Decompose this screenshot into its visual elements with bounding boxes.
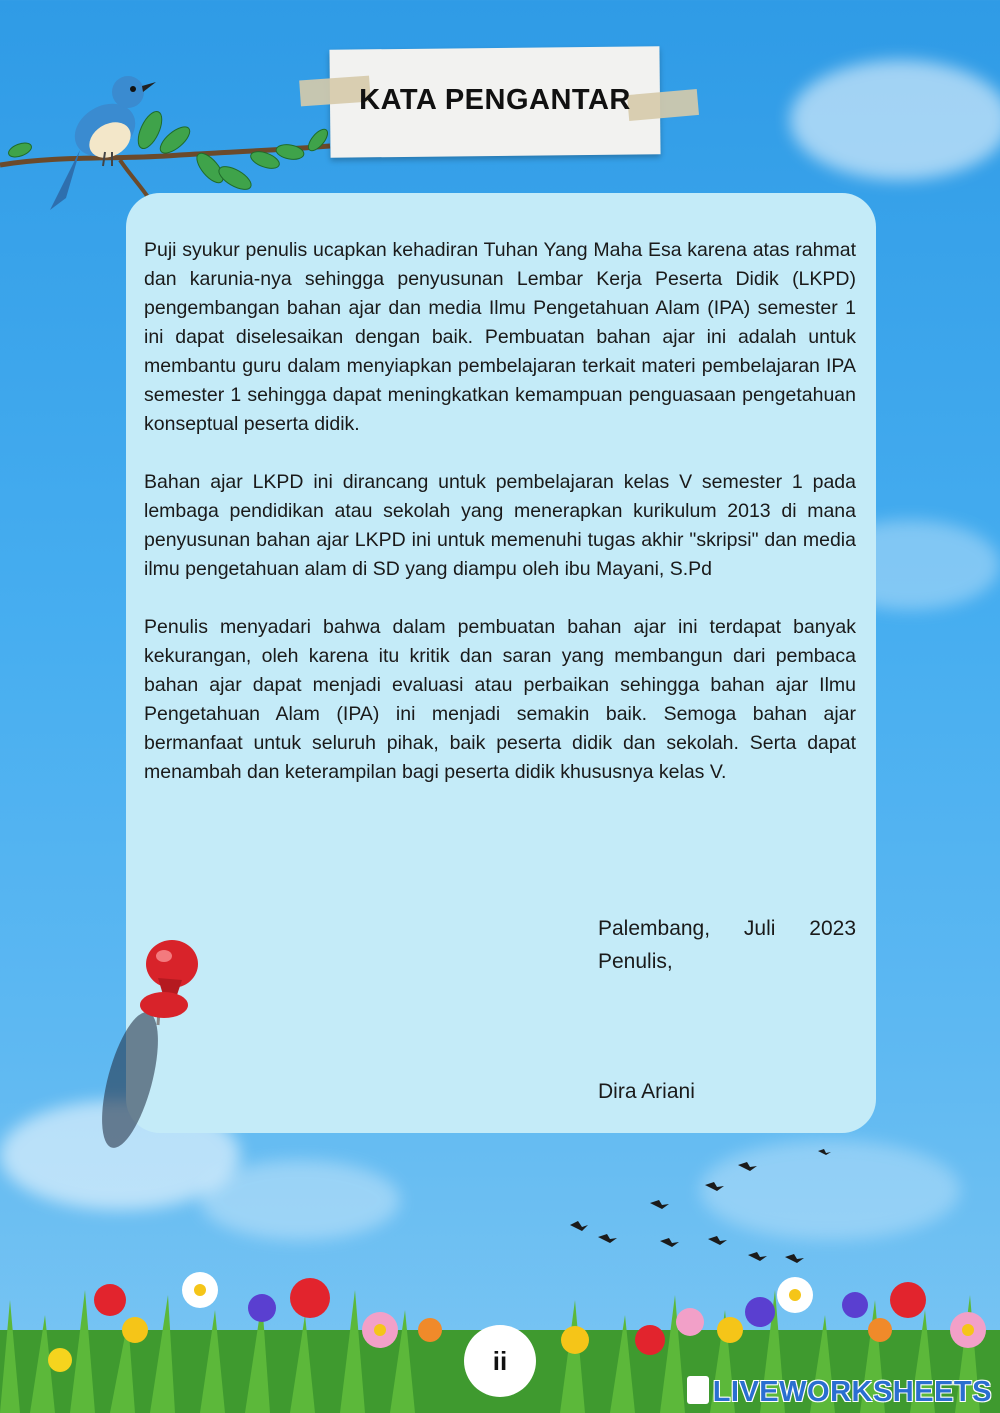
page-number: ii <box>464 1325 536 1397</box>
paragraph: Penulis menyadari bahwa dalam pembuatan bahan ajar ini terdapat banyak kekurangan, oleh karena itu kritik dan saran yang membangun dari pembaca bahan ajar dapat menjadi evaluasi atau perbaikan sehingga bahan ajar Ilmu Pengetahuan Alam (IPA) ini menjadi semakin baik. Semoga bahan ajar bermanfaat untuk seluruh pihak, baik peserta didik dan sekolah. Serta dapat menambah dan keterampilan bagi peserta didik khususnya kelas V. <box>144 616 856 783</box>
signature-month: Juli <box>743 917 776 940</box>
paragraph: Puji syukur penulis ucapkan kehadiran Tuhan Yang Maha Esa karena atas rahmat dan karunia-nya sehingga penyusunan Lembar Kerja Peserta Didik (LKPD) pengembangan bahan ajar dan media Ilmu Pengetahuan Alam (IPA) semester 1 ini dapat diselesaikan dengan baik. Pembuatan bahan ajar ini adalah untuk membantu guru dalam menyiapkan pembelajaran terkait materi pembelajaran IPA semester 1 sehingga dapat meningkatkan kemampuan penguasaan pengetahuan konseptual peserta didik. <box>144 239 856 435</box>
liveworksheets-logo-icon <box>687 1376 709 1404</box>
page-title: KATA PENGANTAR <box>359 84 631 116</box>
signature-year: 2023 <box>809 917 856 940</box>
cloud <box>790 60 1000 180</box>
signature-city: Palembang, <box>598 917 711 940</box>
signature-place-date <box>598 917 856 941</box>
signature-role: Penulis, <box>598 950 673 973</box>
signature-name: Dira Ariani <box>598 1080 695 1103</box>
paragraph: Bahan ajar LKPD ini dirancang untuk pembelajaran kelas V semester 1 pada lembaga pendidikan atau sekolah yang menerapkan kurikulum 2013 di mana penyusunan bahan ajar LKPD ini untuk memenuhi tugas akhir "skripsi" dan media ilmu pengetahuan alam di SD yang diampu oleh ibu Mayani, S.Pd <box>144 471 856 580</box>
body-text <box>144 236 856 816</box>
push-pin-icon <box>80 930 220 1150</box>
flying-birds-illustration <box>560 1145 840 1275</box>
cloud <box>200 1160 400 1240</box>
watermark <box>687 1376 992 1409</box>
watermark-text: LIVEWORKSHEETS <box>712 1376 992 1408</box>
